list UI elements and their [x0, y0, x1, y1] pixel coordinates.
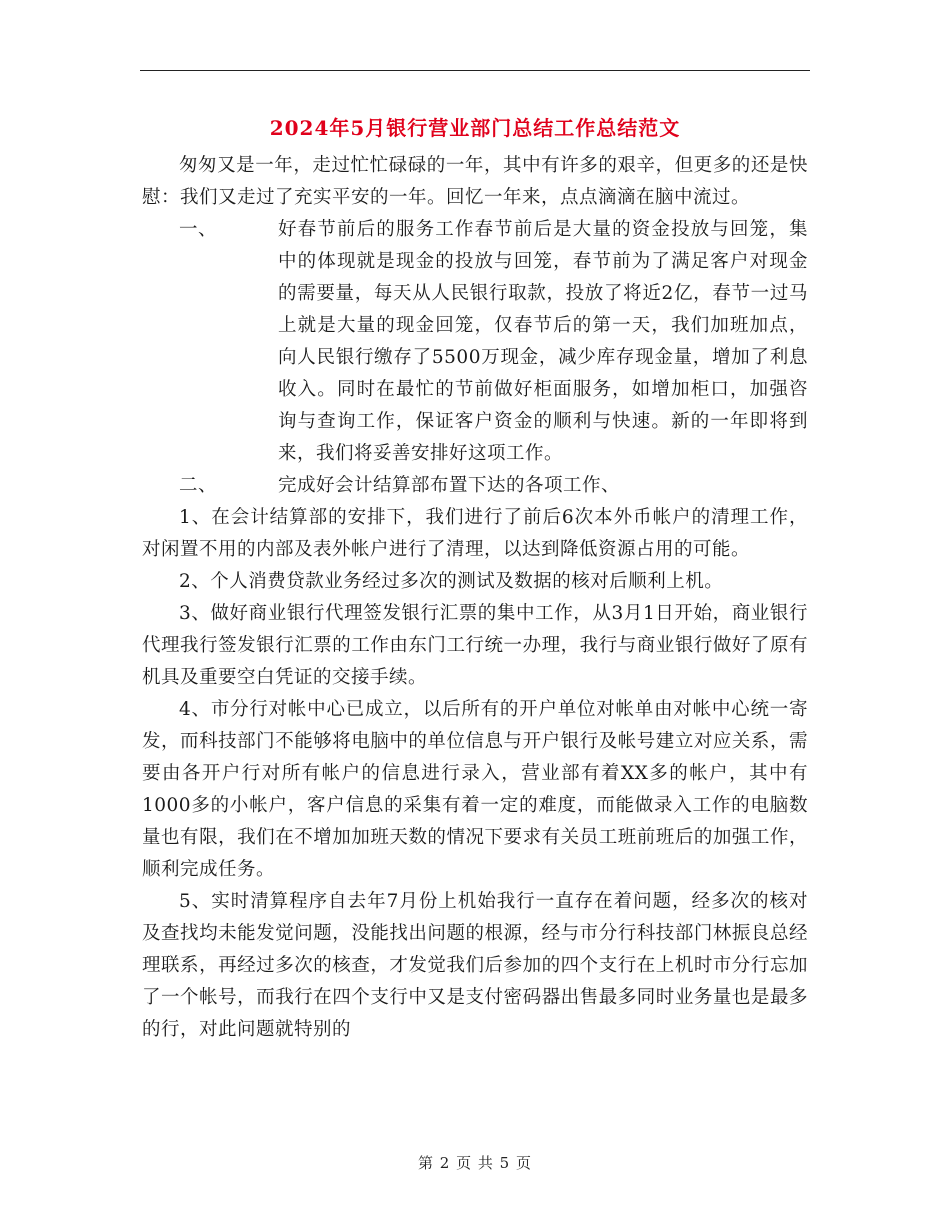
section-two-text: 完成好会计结算部布置下达的各项工作、 — [278, 475, 621, 496]
list-item-2: 2、个人消费贷款业务经过多次的测试及数据的核对后顺利上机。 — [179, 571, 724, 592]
document-body — [142, 150, 808, 1046]
list-item-3: 3、做好商业银行代理签发银行汇票的集中工作，从3月1日开始，商业银行代理我行签发银行汇票的工作由东门工行统一办理，我行与商业银行做好了原有机具及重要空白凭证的交接手续。 — [142, 603, 808, 688]
list-item-5: 5、实时清算程序自去年7月份上机始我行一直存在着问题，经多次的核对及查找均未能发觉问题，没能找出问题的根源，经与市分行科技部门林振良总经理联系，再经过多次的核查，才发觉我们后参加的四个支行在上机时市分行忘加了一个帐号，而我行在四个支行中又是支付密码器出售最多同时业务量也是最多的行，对此问题就特别的 — [142, 891, 808, 1040]
section-one — [142, 214, 808, 470]
document-title: 2024年5月银行营业部门总结工作总结范文 — [269, 116, 681, 140]
list-item-1: 1、在会计结算部的安排下，我们进行了前后6次本外币帐户的清理工作，对闲置不用的内部及表外帐户进行了清理，以达到降低资源占用的可能。 — [142, 507, 808, 560]
page-number-footer: 第 2 页 共 5 页 — [418, 1154, 532, 1172]
section-two — [142, 470, 808, 502]
section-two-number: 二、 — [179, 475, 218, 496]
section-one-number: 一、 — [179, 219, 218, 240]
header-rule — [140, 70, 810, 71]
list-item-4: 4、市分行对帐中心已成立，以后所有的开户单位对帐单由对帐中心统一寄发，而科技部门不能够将电脑中的单位信息与开户银行及帐号建立对应关系，需要由各开户行对所有帐户的信息进行录入，营业部有着XX多的帐户，其中有1000多的小帐户，客户信息的采集有着一定的难度，而能做录入工作的电脑数量也有限，我们在不增加加班天数的情况下要求有关员工班前班后的加强工作，顺利完成任务。 — [142, 699, 808, 880]
intro-paragraph: 匆匆又是一年，走过忙忙碌碌的一年，其中有许多的艰辛，但更多的还是快慰：我们又走过了充实平安的一年。回忆一年来，点点滴滴在脑中流过。 — [142, 155, 808, 208]
section-one-text: 好春节前后的服务工作春节前后是大量的资金投放与回笼，集中的体现就是现金的投放与回笼，春节前为了满足客户对现金的需要量，每天从人民银行取款，投放了将近2亿，春节一过马上就是大量的现金回笼，仅春节后的第一天，我们加班加点，向人民银行缴存了5500万现金，减少库存现金量，增加了利息收入。同时在最忙的节前做好柜面服务，如增加柜口，加强咨询与查询工作，保证客户资金的顺利与快速。新的一年即将到来，我们将妥善安排好这项工作。 — [278, 219, 808, 464]
